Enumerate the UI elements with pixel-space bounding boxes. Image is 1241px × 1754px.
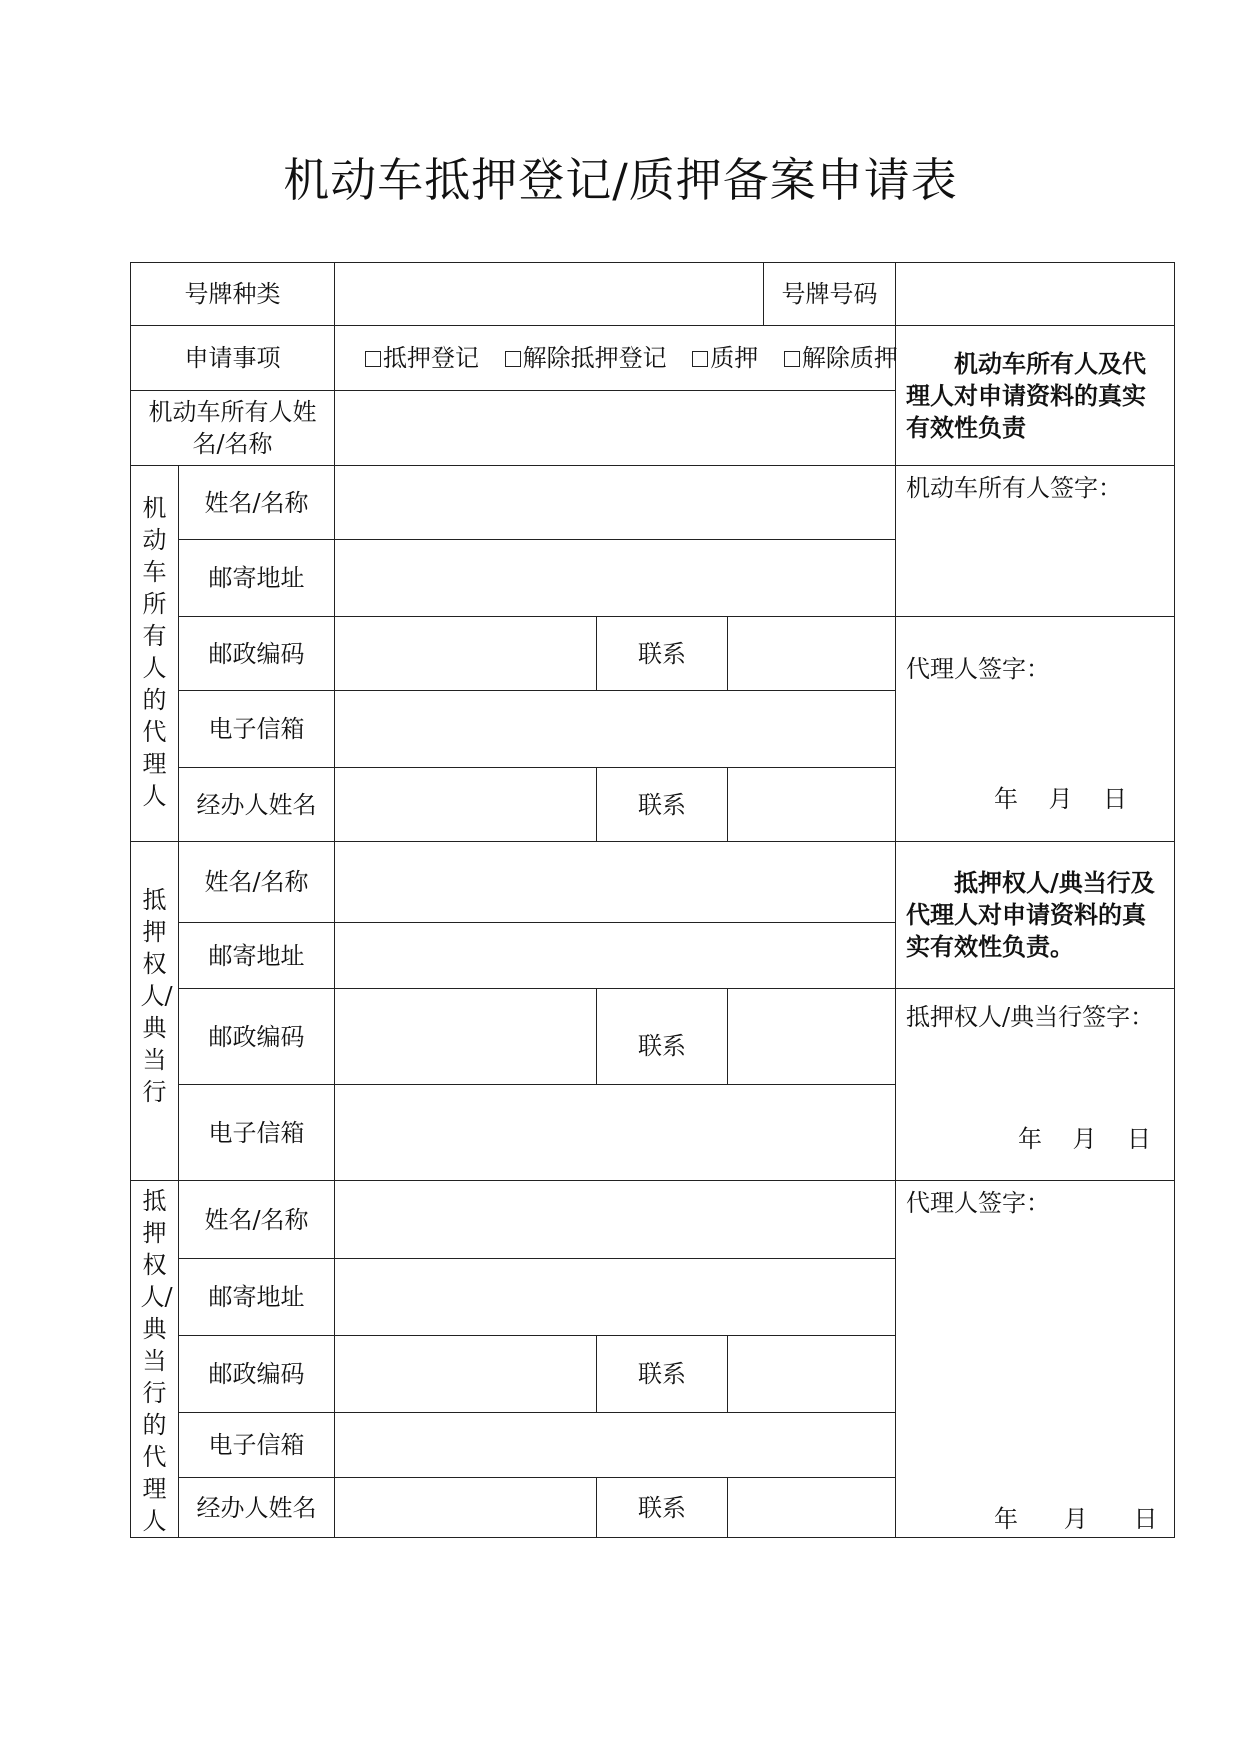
owner-name-field[interactable] [335, 391, 896, 466]
owner-agent-contact-field[interactable] [728, 617, 896, 691]
owner-agent-contact2-field[interactable] [728, 768, 896, 842]
mortgagee-statement: 抵押权人/典当行及代理人对申请资料的真实有效性负责。 [896, 842, 1175, 989]
owner-agent-postcode-field[interactable] [335, 617, 597, 691]
plate-type-label: 号牌种类 [131, 263, 335, 326]
mortgagee-agent-contact-label: 联系 [597, 1336, 728, 1413]
owner-agent-side-label: 机动车所有人的代理人 [131, 466, 179, 842]
mortgagee-side-label: 抵押权人/典当行 [131, 842, 179, 1181]
mortgagee-agent-contact2-field[interactable] [728, 1478, 896, 1538]
mortgagee-agent-side-label: 抵押权人/典当行的代理人 [131, 1181, 179, 1538]
option-release-pledge[interactable]: 解除质押 [784, 344, 898, 372]
owner-agent-handler-label: 经办人姓名 [179, 768, 335, 842]
plate-type-field[interactable] [335, 263, 764, 326]
plate-row [131, 263, 1175, 326]
mortgagee-agent-postcode-field[interactable] [335, 1336, 597, 1413]
mortgagee-agent-email-label: 电子信箱 [179, 1413, 335, 1478]
mortgagee-agent-name-label: 姓名/名称 [179, 1181, 335, 1259]
owner-agent-postcode-row [131, 617, 1175, 691]
owner-agent-name-field[interactable] [335, 466, 896, 540]
mortgagee-agent-date: 年 月 日 [994, 1505, 1158, 1533]
mortgagee-agent-address-label: 邮寄地址 [179, 1259, 335, 1336]
mortgagee-agent-postcode-label: 邮政编码 [179, 1336, 335, 1413]
plate-number-field[interactable] [896, 263, 1175, 326]
mortgagee-agent-signature-cell[interactable] [896, 1181, 1175, 1538]
owner-agent-contact-label: 联系 [597, 617, 728, 691]
mortgagee-postcode-label: 邮政编码 [179, 989, 335, 1085]
mortgagee-agent-address-field[interactable] [335, 1259, 896, 1336]
owner-agent-handler-field[interactable] [335, 768, 597, 842]
owner-agent-contact2-label: 联系 [597, 768, 728, 842]
mortgagee-agent-handler-label: 经办人姓名 [179, 1478, 335, 1538]
owner-agent-date: 年 月 日 [994, 785, 1128, 813]
mortgagee-address-label: 邮寄地址 [179, 923, 335, 989]
mortgagee-agent-handler-field[interactable] [335, 1478, 597, 1538]
owner-signature-cell[interactable] [896, 466, 1175, 617]
mortgagee-email-field[interactable] [335, 1085, 896, 1181]
mortgagee-agent-signature-label: 代理人签字： [906, 1189, 1051, 1217]
owner-agent-name-row [131, 466, 1175, 540]
mortgagee-agent-contact-field[interactable] [728, 1336, 896, 1413]
owner-name-label: 机动车所有人姓名/名称 [131, 391, 335, 466]
plate-number-label: 号牌号码 [764, 263, 896, 326]
mortgagee-agent-name-row [131, 1181, 1175, 1259]
checkbox-icon[interactable] [365, 351, 381, 367]
owner-statement: 机动车所有人及代理人对申请资料的真实有效性负责 [896, 326, 1175, 466]
checkbox-icon[interactable] [505, 351, 521, 367]
checkbox-icon[interactable] [784, 351, 800, 367]
page-title: 机动车抵押登记/质押备案申请表 [283, 153, 958, 207]
option-mortgage-registration[interactable]: 抵押登记 [365, 344, 479, 372]
request-options [335, 326, 896, 391]
mortgagee-contact-label: 联系 [597, 989, 728, 1085]
owner-agent-postcode-label: 邮政编码 [179, 617, 335, 691]
mortgagee-agent-name-field[interactable] [335, 1181, 896, 1259]
mortgagee-email-label: 电子信箱 [179, 1085, 335, 1181]
owner-signature-label: 机动车所有人签字： [906, 474, 1123, 502]
mortgagee-agent-contact2-label: 联系 [597, 1478, 728, 1538]
owner-agent-email-field[interactable] [335, 691, 896, 768]
owner-agent-name-label: 姓名/名称 [179, 466, 335, 540]
owner-agent-signature-label: 代理人签字： [906, 655, 1051, 683]
mortgagee-signature-cell[interactable] [896, 989, 1175, 1181]
mortgagee-signature-label: 抵押权人/典当行签字： [906, 1003, 1155, 1031]
mortgagee-postcode-row [131, 989, 1175, 1085]
mortgagee-agent-email-field[interactable] [335, 1413, 896, 1478]
owner-agent-address-label: 邮寄地址 [179, 540, 335, 617]
checkbox-icon[interactable] [692, 351, 708, 367]
owner-agent-signature-cell[interactable] [896, 617, 1175, 842]
application-form-table [130, 262, 1175, 1538]
owner-agent-address-field[interactable] [335, 540, 896, 617]
option-pledge[interactable]: 质押 [692, 344, 758, 372]
owner-agent-email-label: 电子信箱 [179, 691, 335, 768]
request-label: 申请事项 [131, 326, 335, 391]
mortgagee-contact-field[interactable] [728, 989, 896, 1085]
mortgagee-name-row [131, 842, 1175, 923]
mortgagee-address-field[interactable] [335, 923, 896, 989]
request-row [131, 326, 1175, 391]
option-release-mortgage[interactable]: 解除抵押登记 [505, 344, 667, 372]
mortgagee-name-field[interactable] [335, 842, 896, 923]
mortgagee-name-label: 姓名/名称 [179, 842, 335, 923]
mortgagee-date: 年 月 日 [1018, 1125, 1152, 1153]
mortgagee-postcode-field[interactable] [335, 989, 597, 1085]
